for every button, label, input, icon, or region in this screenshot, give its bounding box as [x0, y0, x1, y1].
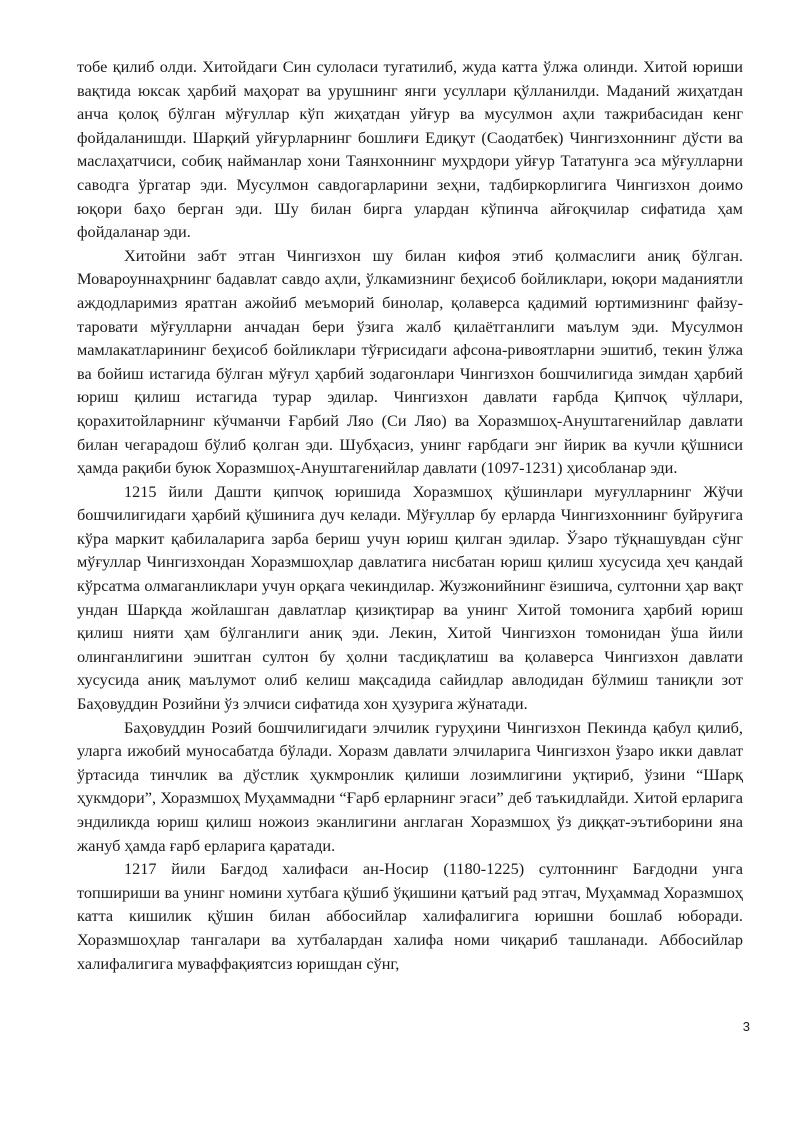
paragraph-1: тобе қилиб олди. Хитойдаги Син сулоласи тугатилиб, жуда катта ўлжа олинди. Хитой юриши вақтида юксак ҳарбий маҳорат ва урушнинг янги усуллари қўлланилди. Маданий жиҳатдан анча қолоқ бўлган мўғуллар кўп жиҳатдан уйғур ва мусулмон аҳли тажрибасидан кенг фойдаланишди. Шарқий уйғурларнинг бошлиғи Едиқут (Саодатбек) Чингизхоннинг дўсти ва маслаҳатчиси, собиқ найманлар хони Таянхоннинг муҳрдори уйғур Тататунга эса мўғулларни саводга ўргатар эди. Мусулмон савдогарларини зеҳни, тадбиркорлигига Чингизхон доимо юқори баҳо берган эди. Шу билан бирга улардан кўпинча айғоқчилар сифатида ҳам фойдаланар эди. — [77, 57, 743, 242]
paragraph-3: 1215 йили Дашти қипчоқ юришида Хоразмшоҳ қўшинлари муғулларнинг Жўчи бошчилигидаги ҳарбий қўшинига дуч келади. Мўғуллар бу ерларда Чингизхоннинг буйруғига кўра маркит қабилаларига зарба бериш учун юриш қилган эдилар. Ўзаро тўқнашувдан сўнг мўғуллар Чингизхондан Хоразмшоҳлар давлатига нисбатан юриш қилиш хусусида ҳеч қандай кўрсатма олмаганликлари учун орқага чекиндилар. Жузжонийнинг ёзишича, султонни ҳар вақт ундан Шарқда жойлашган давлатлар қизиқтирар ва унинг Хитой томонига ҳарбий юриш қилиш нияти ҳам бўлганлиги аниқ эди. Лекин, Хитой Чингизхон томонидан ўша йили олинганлигини эшитган султон бу ҳолни тасдиқлатиш ва қолаверса Чингизхон давлати хусусида аниқ маълумот олиб келиш мақсадида сайидлар авлодидан бўлмиш таниқли зот Баҳовуддин Розийни ўз элчиси сифатида хон ҳузурига жўнатади. — [77, 481, 743, 714]
paragraph-2: Хитойни забт этган Чингизхон шу билан кифоя этиб қолмаслиги аниқ бўлган. Мовароуннаҳрнинг бадавлат савдо аҳли, ўлкамизнинг беҳисоб бойликлари, юқори маданиятли аждодларимиз яратган ажойиб меъморий бинолар, қолаверса қадимий юртимизнинг файзу-таровати мўғулларни анчадан бери ўзига жалб қилаётганлиги маълум эди. Мусулмон мамлакатларининг беҳисоб бойликлари тўғрисидаги афсона-ривоятларни эшитиб, текин ўлжа ва бойиш истагида бўлган мўғул ҳарбий зодагонлари Чингизхон бошчилигида зимдан ҳарбий юриш қилиш истагида турар эдилар. Чингизхон давлати ғарбда Қипчоқ чўллари, қорахитойларнинг кўчманчи Ғарбий Ляо (Си Ляо) ва Хоразмшоҳ-Ануштагенийлар давлати билан чегарадош бўлиб қолган эди. Шубҳасиз, унинг ғарбдаги энг йирик ва кучли қўшниси ҳамда рақиби буюк Хоразмшоҳ-Ануштагенийлар давлати (1097-1231) ҳисобланар эди. — [77, 245, 743, 478]
paragraph-4: Баҳовуддин Розий бошчилигидаги элчилик гуруҳини Чингизхон Пекинда қабул қилиб, уларга ижобий муносабатда бўлади. Хоразм давлати элчиларига Чингизхон ўзаро икки давлат ўртасида тинчлик ва дўстлик ҳукмронлик қилиши лозимлигини уқтириб, ўзини “Шарқ ҳукмдори”, Хоразмшоҳ Муҳаммадни “Ғарб ерларнинг эгаси” деб таъкидлайди. Хитой ерларига эндиликда юриш қилиш ножоиз эканлигини англаган Хоразмшоҳ ўз диққат-эътиборини яна жануб ҳамда ғарб ерларига қаратади. — [77, 717, 743, 855]
document-body — [77, 55, 743, 975]
paragraph-5: 1217 йили Бағдод халифаси ан-Носир (1180-1225) султоннинг Бағдодни унга топшириши ва унинг номини хутбага қўшиб ўқишини қатъий рад этгач, Муҳаммад Хоразмшоҳ катта кишилик қўшин билан аббосийлар халифалигига юришни бошлаб юборади. Хоразмшоҳлар тангалари ва хутбалардан халифа номи чиқариб ташланади. Аббосийлар халифалигига муваффақиятсиз юришдан сўнг, — [77, 859, 743, 973]
page-number: 3 — [742, 1019, 750, 1034]
